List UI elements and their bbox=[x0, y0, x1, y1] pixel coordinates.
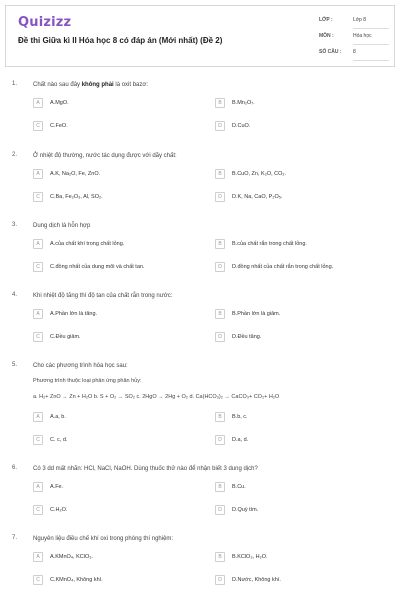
option-c[interactable] bbox=[33, 435, 203, 448]
question-text: Ở nhiệt độ thường, nước tác dụng được với dãy chất: bbox=[33, 153, 177, 159]
worksheet-title: Đề thi Giữa kì II Hóa học 8 có đáp án (Mới nhất) (Đề 2) bbox=[18, 36, 223, 45]
option-text: C.FeO. bbox=[50, 123, 68, 129]
option-c[interactable] bbox=[33, 332, 203, 345]
option-b[interactable] bbox=[215, 169, 385, 182]
option-text: B.Phần lớn là giảm. bbox=[232, 311, 281, 317]
option-letter: A bbox=[33, 309, 43, 319]
question-text-post: là oxit bazơ: bbox=[113, 82, 148, 88]
question-number: 2. bbox=[12, 152, 18, 158]
option-d[interactable] bbox=[215, 575, 385, 588]
option-b[interactable] bbox=[215, 412, 385, 425]
worksheet-header bbox=[5, 5, 395, 67]
question-text: Khi nhiệt độ tăng thì độ tan của chất rắn trong nước: bbox=[33, 293, 173, 299]
question-number: 4. bbox=[12, 292, 18, 298]
meta-value: Hóa học bbox=[353, 33, 372, 39]
option-letter: D bbox=[215, 192, 225, 202]
option-text: D.đồng nhất của chất rắn trong chất lỏng. bbox=[232, 264, 334, 270]
option-text: B.KClO₃, H₂O. bbox=[232, 554, 268, 560]
option-d[interactable] bbox=[215, 435, 385, 448]
meta-key: SỐ CÂU : bbox=[319, 49, 342, 55]
option-c[interactable] bbox=[33, 262, 203, 275]
question-1 bbox=[0, 78, 400, 148]
option-letter: D bbox=[215, 435, 225, 445]
option-letter: D bbox=[215, 332, 225, 342]
option-letter: B bbox=[215, 482, 225, 492]
option-c[interactable] bbox=[33, 192, 203, 205]
option-text: D.CuO. bbox=[232, 123, 251, 129]
option-text: C.đồng nhất của dung môi và chất tan. bbox=[50, 264, 145, 270]
option-letter: D bbox=[215, 575, 225, 585]
question-text-pre: Chất nào sau đây bbox=[33, 82, 82, 88]
option-d[interactable] bbox=[215, 505, 385, 518]
option-b[interactable] bbox=[215, 98, 385, 111]
question-text bbox=[33, 81, 390, 89]
option-letter: A bbox=[33, 239, 43, 249]
option-text: A.Fe. bbox=[50, 484, 64, 490]
question-subtext: Phương trình thuộc loại phản ứng phân hủy: bbox=[33, 378, 142, 384]
option-text: C.H₂O. bbox=[50, 507, 68, 513]
option-text: A.MgO. bbox=[50, 100, 69, 106]
option-c[interactable] bbox=[33, 505, 203, 518]
option-b[interactable] bbox=[215, 239, 385, 252]
option-d[interactable] bbox=[215, 121, 385, 134]
option-letter: B bbox=[215, 552, 225, 562]
meta-row-count bbox=[319, 47, 389, 63]
question-number: 6. bbox=[12, 465, 18, 471]
question-text: Nguyên liệu điều chế khí oxi trong phòng thí nghiệm: bbox=[33, 536, 174, 542]
option-letter: A bbox=[33, 482, 43, 492]
meta-underline bbox=[353, 60, 389, 61]
option-text: C.Đều giảm. bbox=[50, 334, 81, 340]
meta-row-class bbox=[319, 15, 389, 31]
question-text: Cho các phương trình hóa học sau: bbox=[33, 363, 128, 369]
option-letter: C bbox=[33, 262, 43, 272]
meta-underline bbox=[353, 44, 389, 45]
option-text: C. c, d. bbox=[50, 437, 68, 443]
meta-key: LỚP : bbox=[319, 17, 333, 23]
option-text: D.a, d. bbox=[232, 437, 249, 443]
question-number: 3. bbox=[12, 222, 18, 228]
question-text: Dung dịch là hỗn hợp bbox=[33, 223, 91, 229]
option-letter: B bbox=[215, 239, 225, 249]
meta-row-subject bbox=[319, 31, 389, 47]
option-text: B.Mn₂O₇. bbox=[232, 100, 255, 106]
option-d[interactable] bbox=[215, 192, 385, 205]
option-c[interactable] bbox=[33, 575, 203, 588]
option-a[interactable] bbox=[33, 552, 203, 565]
option-letter: D bbox=[215, 505, 225, 515]
option-letter: A bbox=[33, 552, 43, 562]
option-a[interactable] bbox=[33, 239, 203, 252]
option-text: B.b, c. bbox=[232, 414, 248, 420]
option-letter: D bbox=[215, 262, 225, 272]
option-letter: B bbox=[215, 412, 225, 422]
question-2 bbox=[0, 149, 400, 219]
option-letter: A bbox=[33, 412, 43, 422]
question-number: 7. bbox=[12, 535, 18, 541]
option-letter: D bbox=[215, 121, 225, 131]
option-text: B.CuO, Zn, K₂O, CO₂. bbox=[232, 171, 287, 177]
question-text-bold: không phải bbox=[81, 82, 114, 88]
option-text: A.a, b. bbox=[50, 414, 66, 420]
option-text: A.của chất khí trong chất lỏng. bbox=[50, 241, 125, 247]
question-5 bbox=[0, 359, 400, 462]
option-letter: C bbox=[33, 192, 43, 202]
option-b[interactable] bbox=[215, 482, 385, 495]
question-number: 1. bbox=[12, 81, 18, 87]
option-letter: C bbox=[33, 332, 43, 342]
question-equations: a. H₂+ ZnO → Zn + H₂O b. S + O₂ → SO₂ c. 2HgO → 2Hg + O₂ d. Ca(HCO₃)₂ → CaCO₃+ CO₂+ H₂O bbox=[33, 394, 280, 400]
option-letter: C bbox=[33, 505, 43, 515]
option-letter: B bbox=[215, 169, 225, 179]
meta-value: Lớp 8 bbox=[353, 17, 367, 23]
option-letter: C bbox=[33, 435, 43, 445]
option-text: A.K, Na₂O, Fe, ZnO. bbox=[50, 171, 101, 177]
question-7 bbox=[0, 532, 400, 600]
option-a[interactable] bbox=[33, 412, 203, 425]
question-3 bbox=[0, 219, 400, 289]
option-text: A.Phần lớn là tăng. bbox=[50, 311, 98, 317]
quizizz-logo: Quizizz bbox=[18, 15, 72, 30]
option-text: C.KMnO₄, Không khí. bbox=[50, 577, 103, 583]
question-text: Có 3 dd mất nhãn: HCl, NaCl, NaOH. Dùng thuốc thử nào để nhận biết 3 dung dịch? bbox=[33, 466, 258, 472]
option-text: D.Đều tăng. bbox=[232, 334, 262, 340]
option-a[interactable] bbox=[33, 169, 203, 182]
option-b[interactable] bbox=[215, 552, 385, 565]
option-d[interactable] bbox=[215, 262, 385, 275]
option-a[interactable] bbox=[33, 482, 203, 495]
option-text: B.Cu. bbox=[232, 484, 246, 490]
option-letter: A bbox=[33, 98, 43, 108]
option-text: A.KMnO₄, KClO₃. bbox=[50, 554, 93, 560]
option-letter: B bbox=[215, 309, 225, 319]
question-6 bbox=[0, 462, 400, 532]
meta-key: MÔN : bbox=[319, 33, 334, 39]
option-text: D.Quỳ tím. bbox=[232, 507, 259, 513]
question-4 bbox=[0, 289, 400, 359]
option-text: C.Ba, Fe₂O₃, Al, SO₂. bbox=[50, 194, 103, 200]
meta-info bbox=[319, 15, 389, 63]
option-letter: A bbox=[33, 169, 43, 179]
option-a[interactable] bbox=[33, 98, 203, 111]
option-b[interactable] bbox=[215, 309, 385, 322]
meta-underline bbox=[353, 28, 389, 29]
option-c[interactable] bbox=[33, 121, 203, 134]
option-letter: B bbox=[215, 98, 225, 108]
option-letter: C bbox=[33, 575, 43, 585]
option-text: B.của chất rắn trong chất lỏng. bbox=[232, 241, 307, 247]
option-a[interactable] bbox=[33, 309, 203, 322]
option-text: D.K, Na, CaO, P₂O₅. bbox=[232, 194, 283, 200]
option-text: D.Nước, Không khí. bbox=[232, 577, 281, 583]
meta-value: 8 bbox=[353, 49, 356, 55]
question-number: 5. bbox=[12, 362, 18, 368]
option-letter: C bbox=[33, 121, 43, 131]
option-d[interactable] bbox=[215, 332, 385, 345]
